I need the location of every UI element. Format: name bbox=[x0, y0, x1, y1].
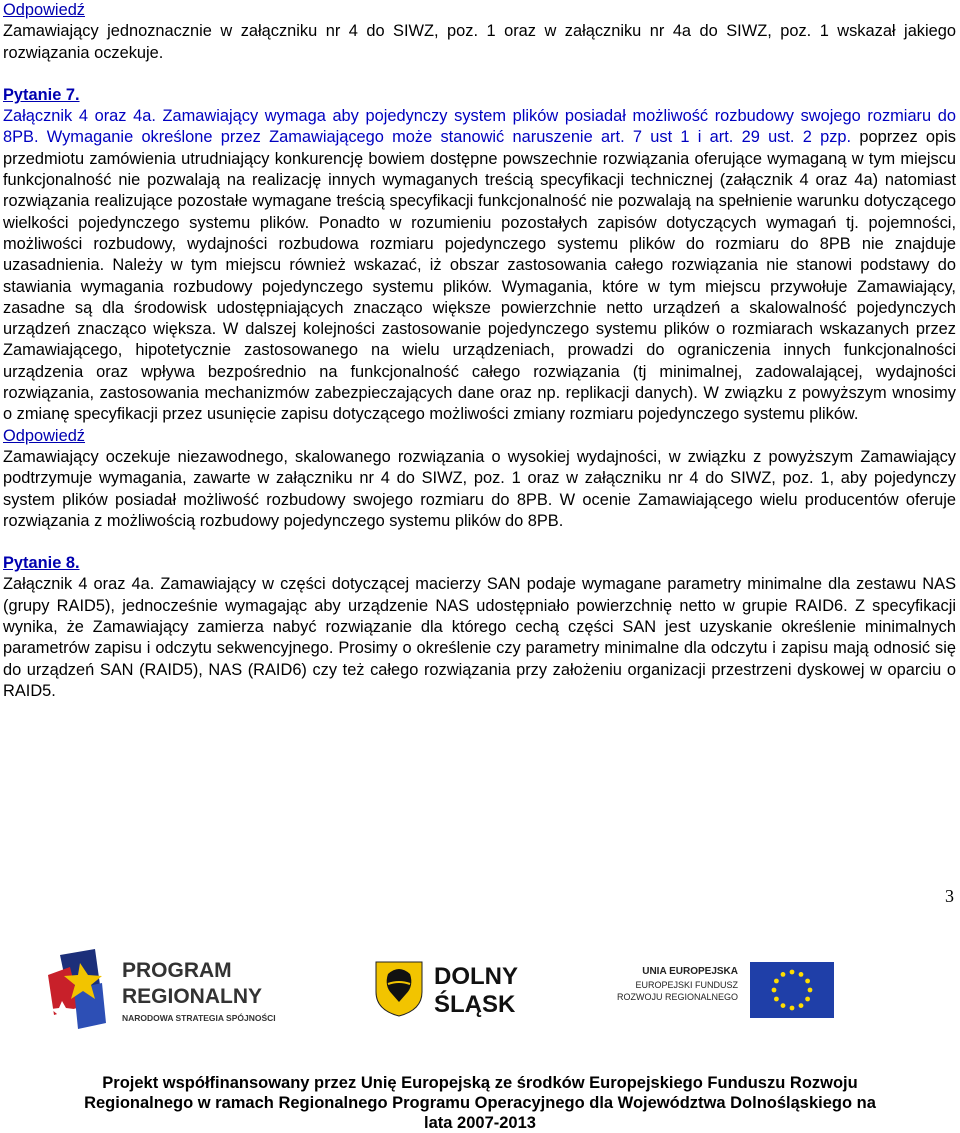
spacer bbox=[3, 532, 956, 553]
page-number: 3 bbox=[945, 886, 954, 906]
logo-bar bbox=[0, 940, 960, 1040]
dolny-slask-logo bbox=[372, 958, 552, 1018]
question-7-answer-heading: Odpowiedź bbox=[3, 426, 86, 445]
eu-logo bbox=[600, 960, 840, 1020]
question-7-answer-text: Zamawiający oczekuje niezawodnego, skalowanego rozwiązania o wysokiej wydajności, w związku z powyższym Zamawiający podtrzymuje wymagania, zawarte w załączniku nr 4 do SIWZ, poz. 1 oraz w załączniku nr 4 do SIWZ, poz. 1, aby pojedynczy system plików posiadał możliwość rozbudowy swojego rozmiaru do 8PB. W ocenie Zamawiającego wielu producentów oferuje rozwiązania z możliwością rozbudowy pojedynczego systemu plików do 8PB. bbox=[3, 447, 956, 530]
footer-line-3: lata 2007-2013 bbox=[424, 1114, 536, 1132]
program-regionalny-logo bbox=[40, 945, 340, 1035]
question-8-text: Załącznik 4 oraz 4a. Zamawiający w części dotyczącej macierzy SAN podaje wymagane parametry minimalne dla zestawu NAS (grupy RAID5), jednocześnie wymagając aby urządzenie NAS udostępniało powierzchnię netto w grupie RAID6. Z specyfikacji wynika, że Zamawiający zamierza nabyć rozwiązanie dla którego cechą części SAN jest uzyskanie określenie minimalnych parametrów zapisu i odczytu sekwencyjnego. Prosimy o określenie czy parametry minimalne dla odczytu i zapisu mają odnosić się do urządzeń SAN (RAID5), NAS (RAID6) czy też całego rozwiązania przy założeniu organizacji przestrzeni dyskowej w oparciu o RAID5. bbox=[3, 575, 956, 700]
dolny-line-1: DOLNY bbox=[434, 963, 518, 990]
eu-flag-icon bbox=[750, 962, 834, 1018]
eu-line-3: ROZWOJU REGIONALNEGO bbox=[616, 992, 738, 1002]
question-8-heading: Pytanie 8. bbox=[3, 554, 80, 573]
question-7-body: poprzez opis przedmiotu zamówienia utrudniający konkurencję bowiem dostępne powszechnie rozwiązania oferujące wymaganą w tym miejscu funkcjonalność nie pozwalają na realizację innych wymaganych treścią specyfikacji technicznej (załącznik 4 oraz 4a) natomiast rozwiązania realizujące pozostałe wymagane treścią specyfikacji funkcjonalność nie pozwalają na spełnienie warunku dotyczącego wielkości pojedynczego systemu plików. Ponadto w rozumieniu pozostałych zapisów dotyczących wymagań tj. pojemności, możliwości rozbudowy, wydajności rozbudowa rozmiaru pojedynczego systemu plików do rozmiaru do 8PB nie znajduje uzasadnienia. Należy w tym miejscu również wskazać, iż obszar zastosowania całego rozwiązania nie stanowi podstawy do stawiania wymagania rozbudowy pojedynczego systemu plików. Wymagania, które w tym miejscu przywołuje Zamawiający, zasadne są dla środowisk udostępniających znacząco większe powierzchnie netto urządzeń a skalowalność pojedynczych urządzeń znacząco większa. W dalszej kolejności zastosowanie pojedynczego systemu plików o rozmiarach wskazanych przez Zamawiającego, hipotetycznie zastosowanego na wielu urządzeniach, prowadzi do ograniczenia innych funkcjonalności urządzenia oraz wpływa bezpośrednio na funkcjonalność całego rozwiązania (tj minimalnej, zadowalającej, wydajności rozwiązania, zastosowania mechanizmów zabezpieczających dane oraz np. replikacji danych). W związku z powyższym wnosimy o zmianę specyfikacji przez usunięcie zapisu dotyczącego możliwości zmiany rozmiaru pojedynczego systemu plików. bbox=[3, 128, 956, 424]
program-line-2: REGIONALNY bbox=[122, 985, 263, 1008]
eu-line-2: EUROPEJSKI FUNDUSZ bbox=[635, 980, 738, 990]
question-7-highlight: Załącznik 4 oraz 4a. Zamawiający wymaga aby pojedynczy system plików posiadał możliwość rozbudowy swojego rozmiaru do 8PB. Wymaganie określone przez Zamawiającego może stanowić naruszenie art. 7 ust 1 i art. 29 ust. 2 pzp. bbox=[3, 107, 956, 147]
footer-line-1: Projekt współfinansowany przez Unię Europejską ze środków Europejskiego Funduszu Rozwoju bbox=[102, 1074, 858, 1092]
footer-line-2: Regionalnego w ramach Regionalnego Programu Operacyjnego dla Województwa Dolnośląskiego na bbox=[84, 1094, 876, 1112]
document-body bbox=[3, 0, 956, 702]
spacer bbox=[3, 64, 956, 85]
program-line-1: PROGRAM bbox=[122, 959, 232, 982]
eu-line-1: UNIA EUROPEJSKA bbox=[642, 966, 738, 977]
answer-text: Zamawiający jednoznacznie w załączniku nr 4 do SIWZ, poz. 1 oraz w załączniku nr 4a do SIWZ, poz. 1 wskazał jakiego rozwiązania oczekuje. bbox=[3, 22, 956, 62]
question-7-heading: Pytanie 7. bbox=[3, 85, 80, 104]
question-7-text bbox=[3, 106, 956, 425]
program-regionalny-emblem bbox=[48, 949, 106, 1029]
answer-heading: Odpowiedź bbox=[3, 1, 86, 19]
dolny-line-2: ŚLĄSK bbox=[434, 991, 516, 1018]
coat-of-arms-icon bbox=[376, 962, 422, 1016]
program-line-3: NARODOWA STRATEGIA SPÓJNOŚCI bbox=[122, 1013, 276, 1023]
footer bbox=[0, 1073, 960, 1133]
